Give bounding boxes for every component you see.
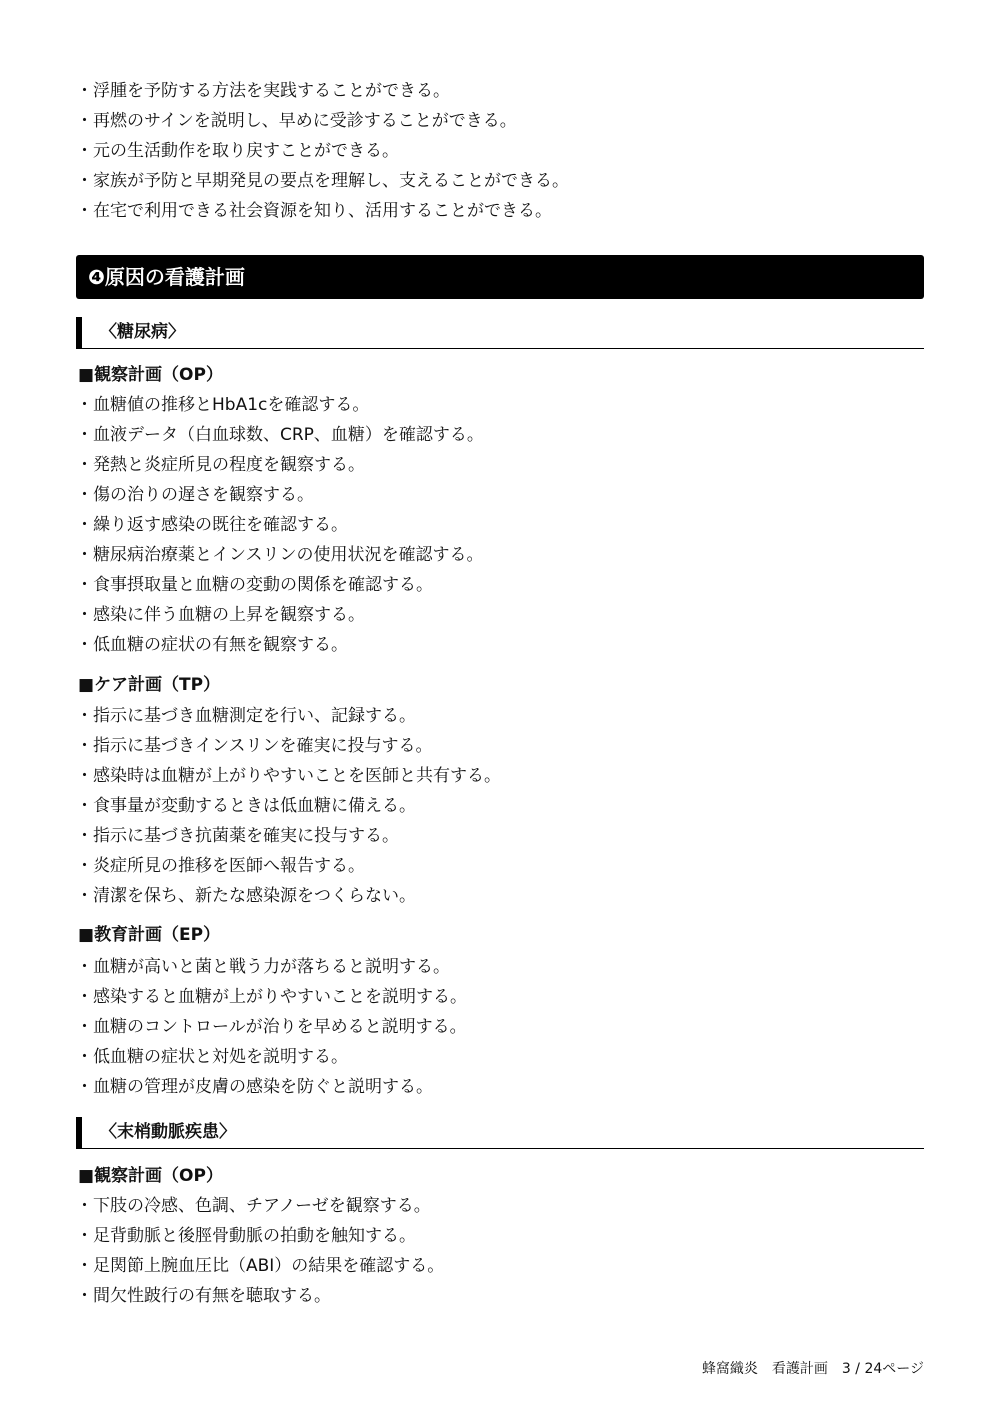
list-item: ・ 食事量が変動するときは低血糖に備える。	[76, 791, 926, 821]
list-item: ・ 感染すると血糖が上がりやすいことを説明する。	[76, 982, 926, 1012]
list-item: ・ 低血糖の症状と対処を説明する。	[76, 1042, 926, 1072]
list-item: ・ 血糖値の推移とHbA1cを確認する。	[76, 390, 926, 420]
list-item: ・ 炎症所見の推移を医師へ報告する。	[76, 851, 926, 881]
list-item: ・ 血糖のコントロールが治りを早めると説明する。	[76, 1012, 926, 1042]
list-item: ・ 元の生活動作を取り戻すことができる。	[76, 136, 926, 166]
list-item: ・ 食事摂取量と血糖の変動の関係を確認する。	[76, 570, 926, 600]
list-item: ・ 繰り返す感染の既往を確認する。	[76, 510, 926, 540]
list-item: ・ 傷の治りの遅さを観察する。	[76, 480, 926, 510]
diabetes-heading: 〈糖尿病〉	[76, 317, 924, 349]
list-item: ・ 発熱と炎症所見の程度を観察する。	[76, 450, 926, 480]
diabetes-ep-list	[76, 952, 926, 1102]
page-footer: 蜂窩織炎 看護計画 3 / 24ページ	[701, 1361, 924, 1377]
pad-heading: 〈末梢動脈疾患〉	[76, 1117, 924, 1149]
list-item: ・ 家族が予防と早期発見の要点を理解し、支えることができる。	[76, 166, 926, 196]
list-item: ・ 間欠性跛行の有無を聴取する。	[76, 1281, 926, 1311]
list-item: ・ 指示に基づき血糖測定を行い、記録する。	[76, 701, 926, 731]
list-item: ・ 低血糖の症状の有無を観察する。	[76, 630, 926, 660]
list-item: ・ 下肢の冷感、色調、チアノーゼを観察する。	[76, 1191, 926, 1221]
list-item: ・ 再燃のサインを説明し、早めに受診することができる。	[76, 106, 926, 136]
pad-op-list	[76, 1191, 926, 1311]
diabetes-ep-label: ■ 教育計画（EP）	[78, 922, 220, 948]
list-item: ・ 感染に伴う血糖の上昇を観察する。	[76, 600, 926, 630]
list-item: ・ 足背動脈と後脛骨動脈の拍動を触知する。	[76, 1221, 926, 1251]
list-item: ・ 血糖が高いと菌と戦う力が落ちると説明する。	[76, 952, 926, 982]
list-item: ・ 清潔を保ち、新たな感染源をつくらない。	[76, 881, 926, 911]
diabetes-tp-list	[76, 701, 926, 911]
list-item: ・ 足関節上腕血圧比（ABI）の結果を確認する。	[76, 1251, 926, 1281]
list-item: ・ 在宅で利用できる社会資源を知り、活用することができる。	[76, 196, 926, 226]
list-item: ・ 血液データ（白血球数、CRP、血糖）を確認する。	[76, 420, 926, 450]
list-item: ・ 指示に基づきインスリンを確実に投与する。	[76, 731, 926, 761]
list-item: ・ 血糖の管理が皮膚の感染を防ぐと説明する。	[76, 1072, 926, 1102]
diabetes-tp-label: ■ ケア計画（TP）	[78, 672, 220, 698]
diabetes-op-label: ■ 観察計画（OP）	[78, 362, 223, 388]
list-item: ・ 浮腫を予防する方法を実践することができる。	[76, 76, 926, 106]
pad-op-label: ■ 観察計画（OP）	[78, 1163, 223, 1189]
list-item: ・ 糖尿病治療薬とインスリンの使用状況を確認する。	[76, 540, 926, 570]
list-item: ・ 感染時は血糖が上がりやすいことを医師と共有する。	[76, 761, 926, 791]
list-item: ・ 指示に基づき抗菌薬を確実に投与する。	[76, 821, 926, 851]
intro-goal-list	[76, 76, 926, 226]
diabetes-op-list	[76, 390, 926, 660]
section-title: ❹原因の看護計画	[76, 255, 924, 299]
